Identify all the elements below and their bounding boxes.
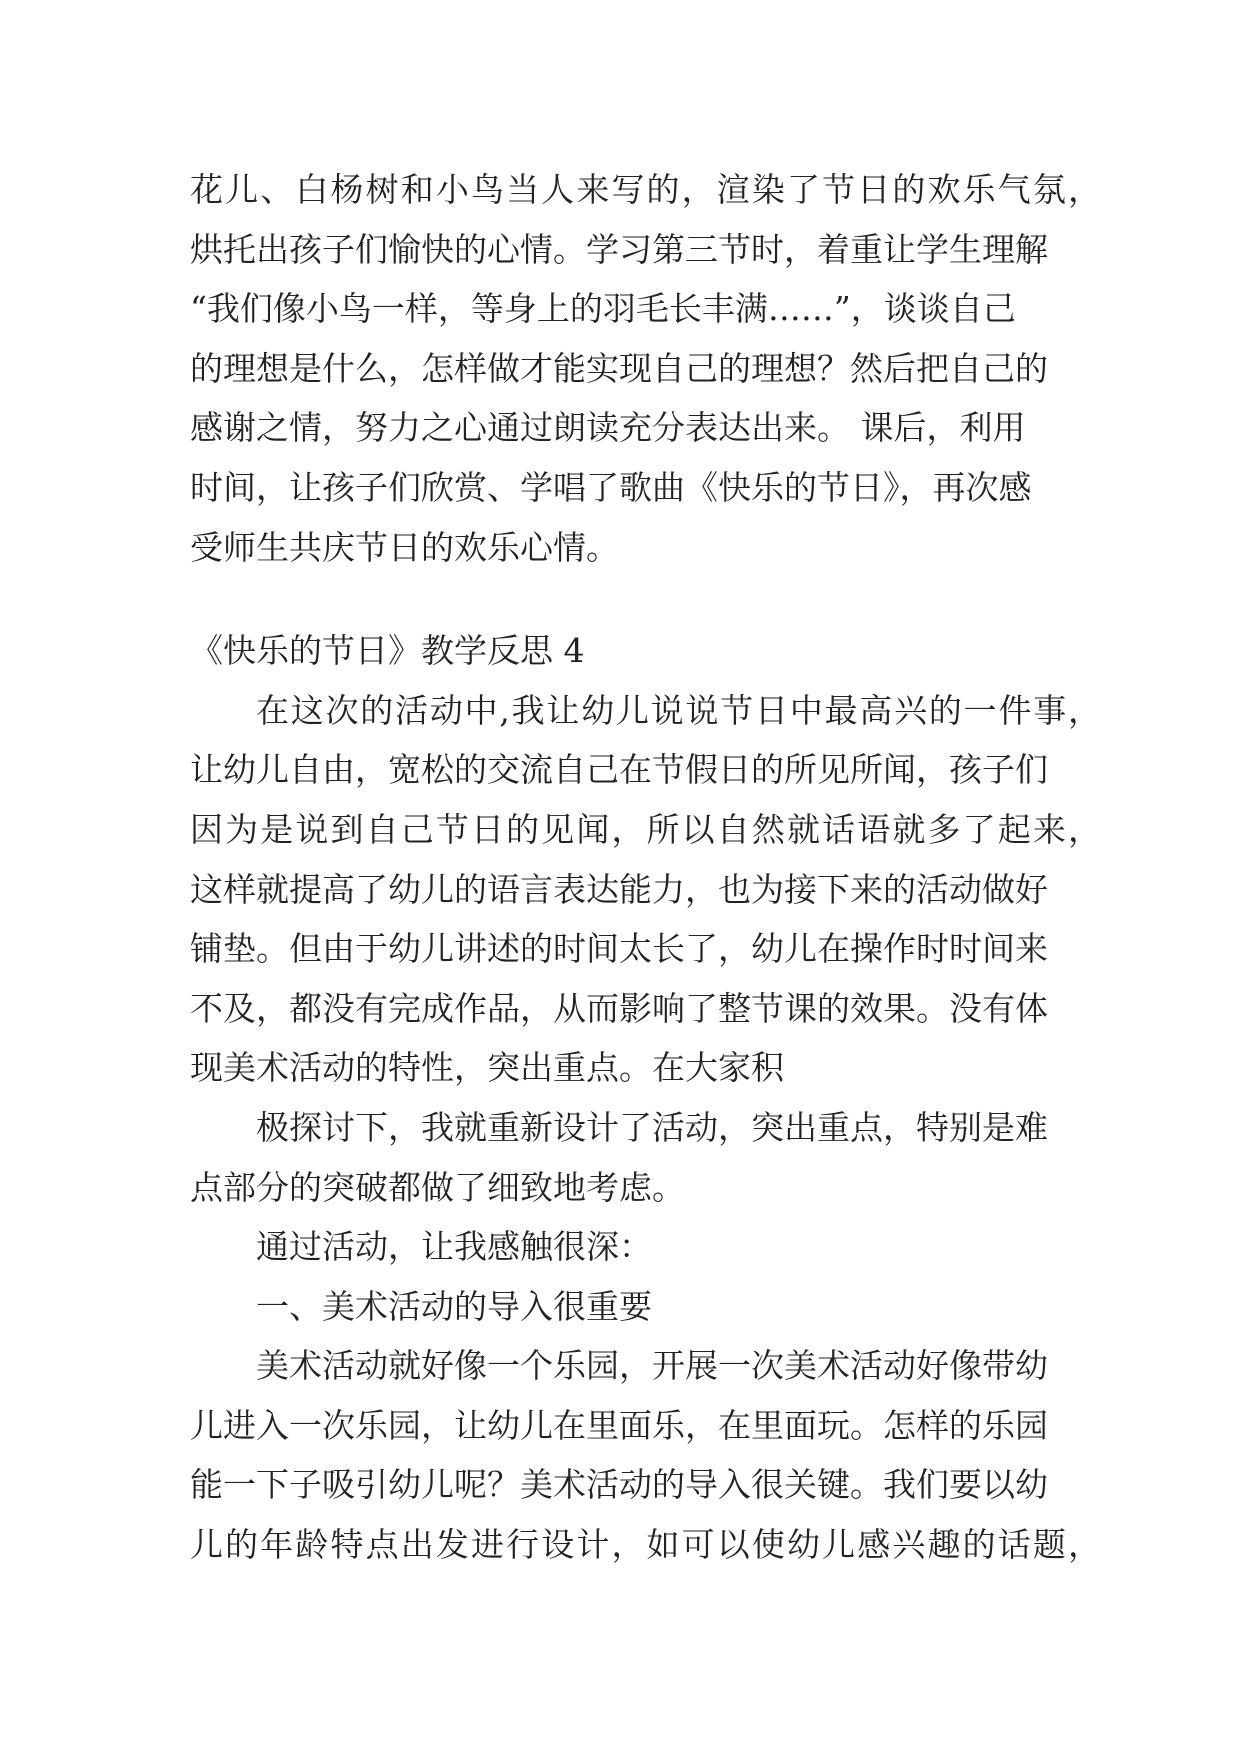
paragraph-line: 因为是说到自己节日的见闻，所以自然就话语就多了起来，: [190, 809, 1101, 849]
paragraph-line: 在这次的活动中,我让幼儿说说节日中最高兴的一件事，: [256, 690, 1101, 730]
paragraph-line: 花儿、白杨树和小鸟当人来写的，渲染了节日的欢乐气氛，: [190, 170, 1101, 209]
section-title: 《快乐的节日》教学反思 4: [190, 631, 585, 671]
paragraph-line: 时间，让孩子们欣赏、学唱了歌曲《快乐的节日》，再次感: [190, 467, 1032, 507]
paragraph-insight-intro: [190, 1217, 1101, 1277]
paragraph-line: 现美术活动的特性，突出重点。在大家积: [190, 1048, 784, 1088]
paragraph-line: 铺垫。但由于幼儿讲述的时间太长了，幼儿在操作时时间来: [190, 929, 1048, 969]
paragraph-line: 受师生共庆节日的欢乐心情。: [190, 527, 619, 567]
paragraph-line: 烘托出孩子们愉快的心情。学习第三节时，着重让学生理解: [190, 229, 1048, 269]
paragraph-line: 这样就提高了幼儿的语言表达能力，也为接下来的活动做好: [190, 869, 1048, 909]
paragraph-line: 通过活动，让我感触很深：: [256, 1227, 652, 1267]
paragraph-line: 极探讨下，我就重新设计了活动，突出重点，特别是难: [256, 1107, 1048, 1147]
paragraph-line: 的理想是什么，怎样做才能实现自己的理想？然后把自己的: [190, 348, 1048, 388]
paragraph-line: 美术活动就好像一个乐园，开展一次美术活动好像带幼: [256, 1346, 1048, 1386]
paragraph-line: 感谢之情，努力之心通过朗读充分表达出来。 课后，利用: [190, 408, 1026, 448]
paragraph-line: 儿的年龄特点出发进行设计，如可以使幼儿感兴趣的话题，: [190, 1525, 1101, 1565]
paragraph-art-intro: [190, 1336, 1101, 1574]
paragraph-activity-reflection: [190, 681, 1101, 1098]
subheading-line: 一、美术活动的导入很重要: [256, 1286, 652, 1326]
document-body: [190, 160, 1101, 1575]
paragraph-line: 能一下子吸引幼儿呢？美术活动的导入很关键。我们要以幼: [190, 1465, 1048, 1505]
paragraph-redesign: [190, 1098, 1101, 1217]
paragraph-line: “我们像小鸟一样，等身上的羽毛长丰满……”，谈谈自己: [190, 289, 1016, 329]
paragraph-line: 让幼儿自由，宽松的交流自己在节假日的所见所闻，孩子们: [190, 750, 1048, 790]
paragraph-line: 点部分的突破都做了细致地考虑。: [190, 1167, 685, 1207]
paragraph-spacer: [190, 577, 1101, 621]
paragraph-line: 不及，都没有完成作品，从而影响了整节课的效果。没有体: [190, 988, 1048, 1028]
continuation-paragraph: [190, 160, 1101, 577]
subheading-point-one: [190, 1277, 1101, 1337]
paragraph-line: 儿进入一次乐园，让幼儿在里面乐，在里面玩。怎样的乐园: [190, 1405, 1048, 1445]
